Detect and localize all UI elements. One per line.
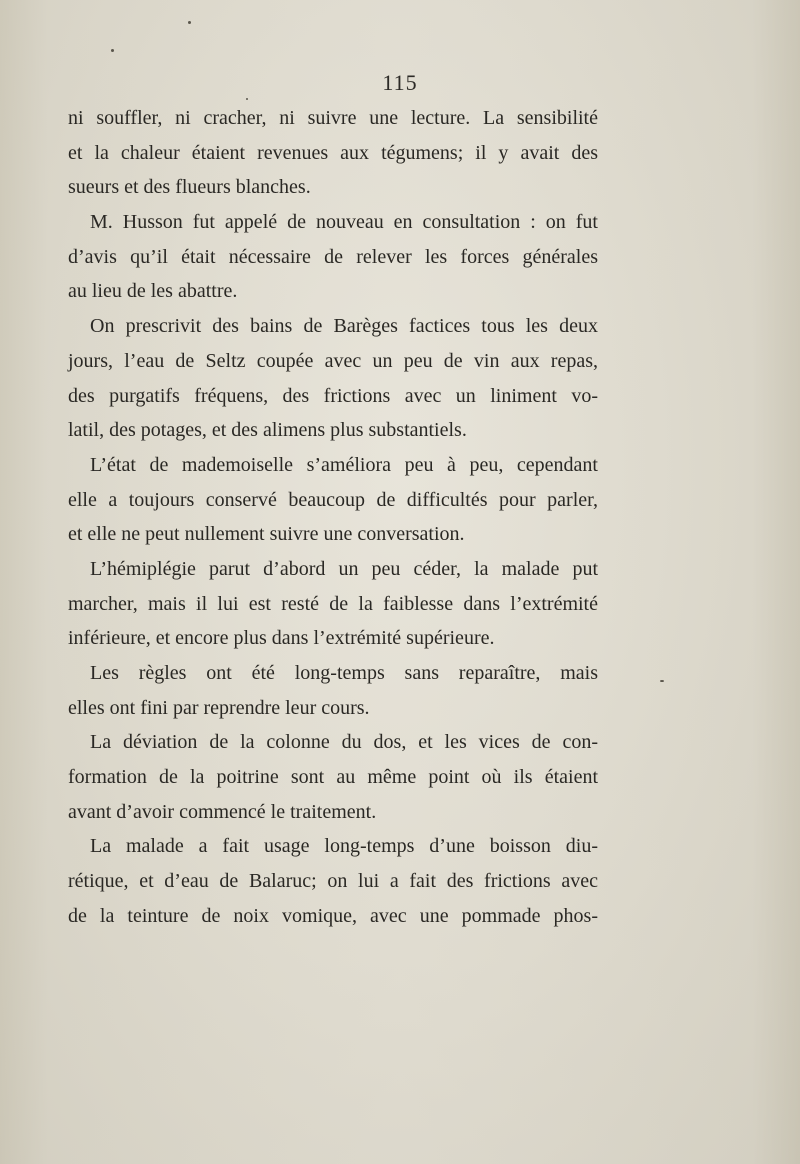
text-line: au lieu de les abattre. <box>68 280 238 303</box>
page-number: 115 <box>382 70 418 95</box>
text-line: des purgatifs fréquens, des frictions avec un liniment vo- <box>68 384 598 407</box>
text-line: ni souffler, ni cracher, ni suivre une lecture. La sensibilité <box>68 107 598 129</box>
text-line: elles ont fini par reprendre leur cours. <box>68 696 370 719</box>
text-line: avant d’avoir commencé le traitement. <box>68 800 377 823</box>
text-line: La déviation de la colonne du dos, et les vices de con- <box>90 731 598 754</box>
body-text <box>68 101 598 934</box>
paper-speck <box>246 98 248 100</box>
text-line: inférieure, et encore plus dans l’extrémité supérieure. <box>68 627 495 650</box>
text-line: et la chaleur étaient revenues aux tégumens; il y avait des <box>68 141 598 164</box>
text-line: formation de la poitrine sont au même point où ils étaient <box>68 766 598 789</box>
paper-speck <box>660 680 664 682</box>
text-line: elle a toujours conservé beaucoup de difficultés pour parler, <box>68 488 598 511</box>
paper-speck <box>188 21 191 24</box>
text-line: rétique, et d’eau de Balaruc; on lui a fait des frictions avec <box>68 870 598 893</box>
text-line: latil, des potages, et des alimens plus substantiels. <box>68 419 467 442</box>
text-line: de la teinture de noix vomique, avec une pommade phos- <box>68 904 598 927</box>
text-line: On prescrivit des bains de Barèges factices tous les deux <box>90 315 598 338</box>
text-line: sueurs et des flueurs blanches. <box>68 176 311 199</box>
text-line: jours, l’eau de Seltz coupée avec un peu de vin aux repas, <box>68 349 598 372</box>
text-line: et elle ne peut nullement suivre une conversation. <box>68 523 465 546</box>
paper-speck <box>111 49 114 52</box>
text-line: marcher, mais il lui est resté de la faiblesse dans l’extrémité <box>68 592 598 615</box>
text-line: L’état de mademoiselle s’améliora peu à peu, cependant <box>90 453 598 476</box>
text-line: La malade a fait usage long-temps d’une boisson diu- <box>90 835 598 858</box>
text-line: M. Husson fut appelé de nouveau en consultation : on fut <box>90 211 598 234</box>
text-line: L’hémiplégie parut d’abord un peu céder, la malade put <box>90 557 598 580</box>
text-line: d’avis qu’il était nécessaire de relever les forces générales <box>68 245 598 268</box>
text-line: Les règles ont été long-temps sans reparaître, mais <box>90 662 598 684</box>
